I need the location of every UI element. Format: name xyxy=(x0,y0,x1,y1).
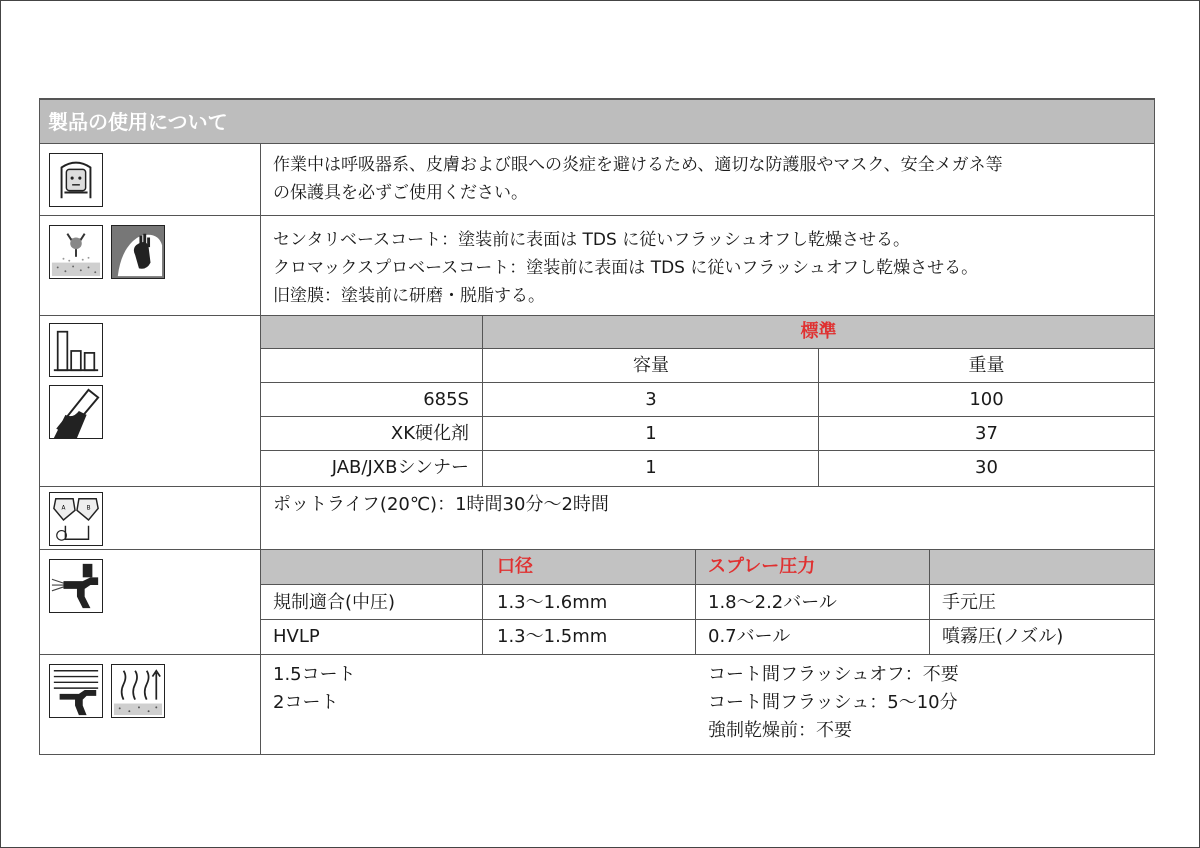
spray-row-nozzle: 1.3～1.6mm xyxy=(497,592,608,613)
spray-col-nozzle: 口径 xyxy=(497,556,533,577)
mix-row-name: 685S xyxy=(423,389,469,410)
row-preparation xyxy=(40,216,1154,316)
coat-option-1: 1.5コート xyxy=(273,664,356,685)
section-title: 製品の使用について xyxy=(40,100,1154,144)
hand-wipe-icon xyxy=(111,225,165,279)
flash-between-coats-2: コート間フラッシュ：5～10分 xyxy=(708,692,958,713)
mix-row-weight: 37 xyxy=(975,423,998,444)
mix-row-volume: 1 xyxy=(645,457,657,478)
mix-row-weight: 30 xyxy=(975,457,998,478)
pot-life-icon xyxy=(49,492,103,546)
tds-sheet xyxy=(39,98,1155,755)
spray-coats-icon xyxy=(49,664,103,718)
row-coats xyxy=(40,655,1154,755)
svg-text:B: B xyxy=(86,505,91,512)
mix-header-standard: 標準 xyxy=(483,316,1154,348)
coat-option-2: 2コート xyxy=(273,692,339,713)
mix-row-weight: 100 xyxy=(969,389,1004,410)
prep-line-3: 旧塗膜：塗装前に研磨・脱脂する。 xyxy=(273,286,545,306)
spray-row-note: 手元圧 xyxy=(942,592,996,613)
mix-row-name: XK硬化剤 xyxy=(390,423,469,444)
prep-line-1: センタリベースコート：塗装前に表面は TDS に従いフラッシュオフし乾燥させる。 xyxy=(273,230,911,250)
face-shield-icon xyxy=(49,153,103,207)
forced-dry-note: 強制乾燥前：不要 xyxy=(708,720,852,741)
flash-off-icon xyxy=(111,664,165,718)
spray-row-note: 噴霧圧(ノズル) xyxy=(942,626,1064,647)
mix-col-volume: 容量 xyxy=(633,355,669,376)
mixing-ratio-icon xyxy=(49,323,103,377)
spray-table xyxy=(261,550,1154,654)
spray-row-pressure: 1.8～2.2バール xyxy=(708,592,837,613)
flash-between-coats-1: コート間フラッシュオフ：不要 xyxy=(708,664,959,685)
spray-row-name: 規制適合(中圧) xyxy=(273,592,396,613)
safety-line-2: の保護具を必ずご使用ください。 xyxy=(273,183,528,203)
spray-row-name: HVLP xyxy=(273,626,320,647)
spray-row-pressure: 0.7バール xyxy=(708,626,791,647)
safety-line-1: 作業中は呼吸器系、皮膚および眼への炎症を避けるため、適切な防護服やマスク、安全メガネ等 xyxy=(273,155,1003,175)
mix-row-volume: 1 xyxy=(645,423,657,444)
sanding-substrate-icon xyxy=(49,225,103,279)
row-safety xyxy=(40,144,1154,216)
mix-col-weight: 重量 xyxy=(968,355,1005,376)
spray-gun-icon xyxy=(49,559,103,613)
row-potlife xyxy=(40,487,1154,550)
stirring-stick-icon xyxy=(49,385,103,439)
potlife-text: ポットライフ(20℃)：1時間30分～2時間 xyxy=(273,494,609,515)
row-mixing xyxy=(40,316,1154,487)
mixing-table xyxy=(261,316,1154,486)
mix-row-name: JAB/JXBシンナー xyxy=(331,457,469,478)
row-spray-gun xyxy=(40,550,1154,655)
spray-col-pressure: スプレー圧力 xyxy=(708,556,816,577)
svg-text:A: A xyxy=(61,505,66,512)
mix-row-volume: 3 xyxy=(645,389,657,410)
spray-row-nozzle: 1.3～1.5mm xyxy=(497,626,608,647)
prep-line-2: クロマックスプロベースコート：塗装前に表面は TDS に従いフラッシュオフし乾燥させる。 xyxy=(273,258,979,278)
